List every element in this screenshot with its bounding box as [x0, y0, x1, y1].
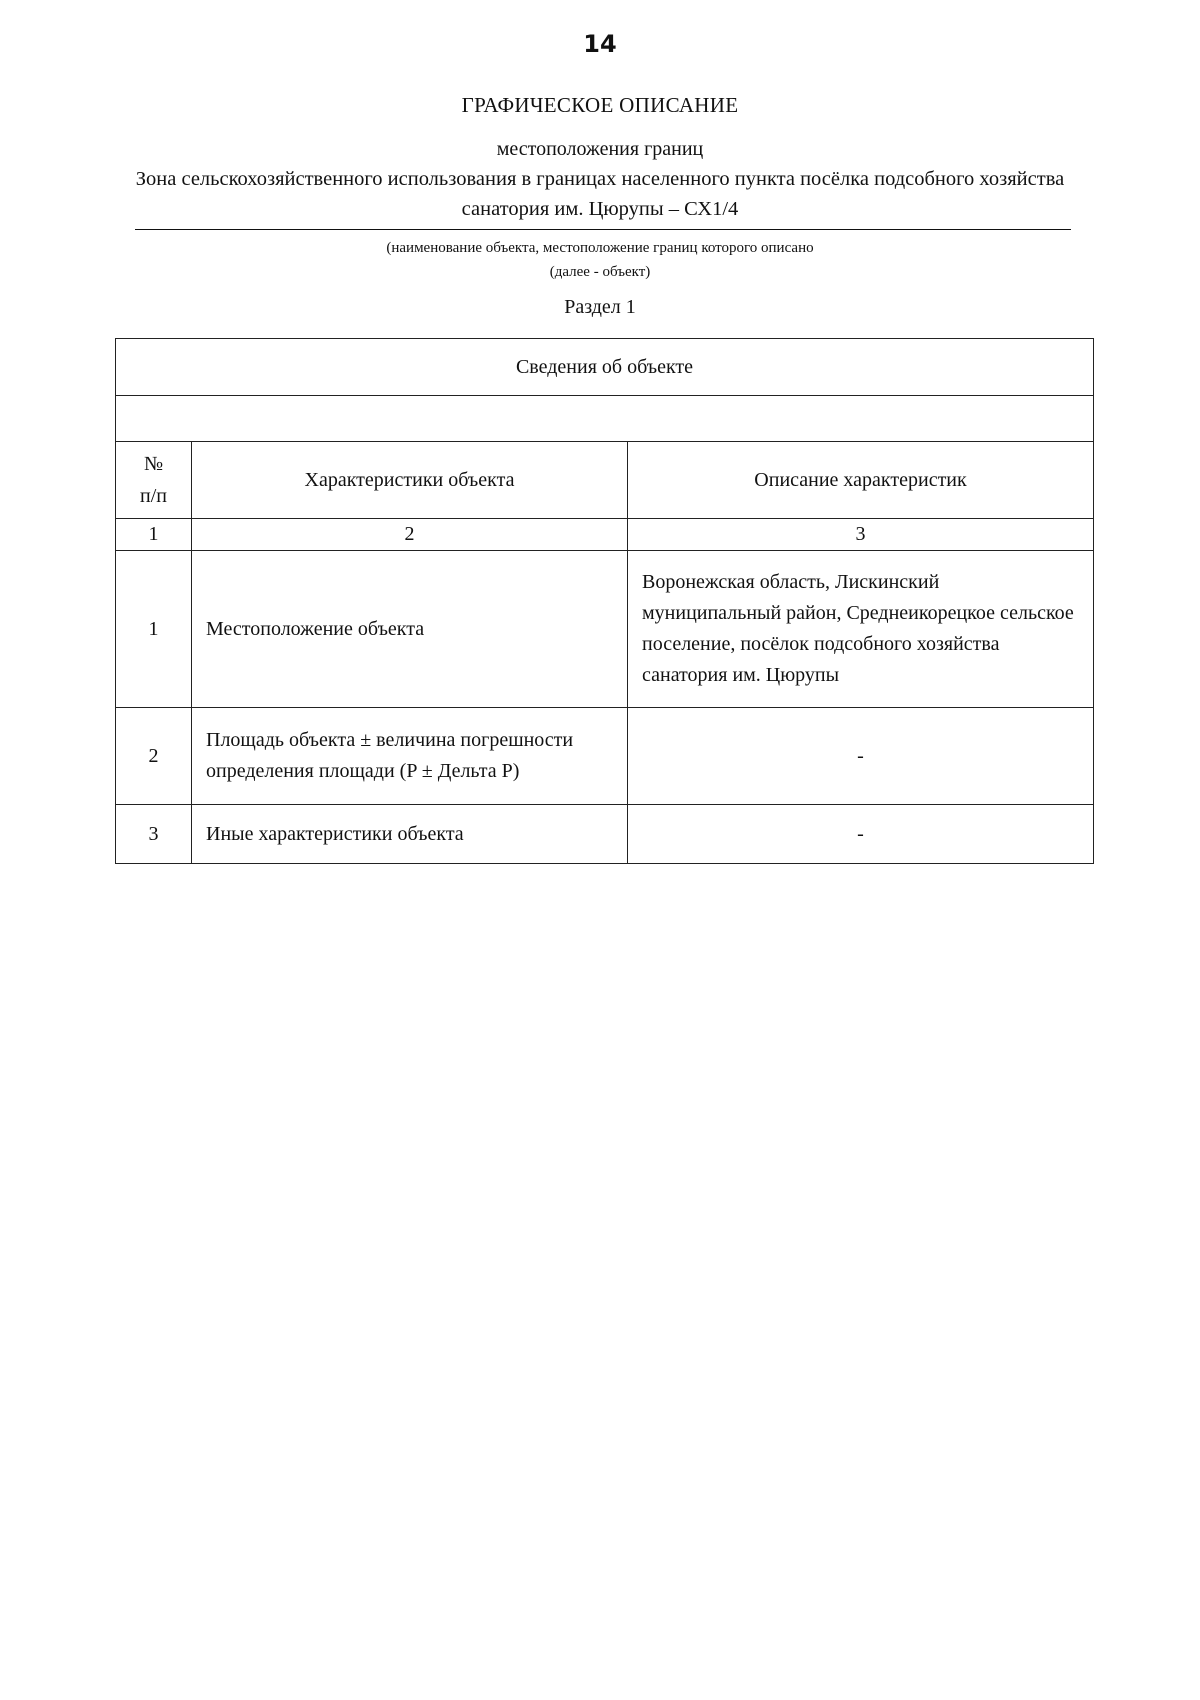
row-description: -: [628, 805, 1094, 864]
table-column-numbers-row: [116, 519, 1094, 551]
table-empty-cell: [116, 396, 1094, 442]
column-header-description: Описание характеристик: [628, 442, 1094, 519]
table-heading: Сведения об объекте: [116, 339, 1094, 396]
column-header-characteristics: Характеристики объекта: [192, 442, 628, 519]
row-number: 2: [116, 708, 192, 805]
object-name: Зона сельскохозяйственного использования в границах населенного пункта посёлка подсобного хозяйства санатория им. Цюрупы – СХ1/4: [135, 168, 1065, 220]
object-name-caption: [0, 236, 1200, 284]
document-subtitle: местоположения границ: [496, 138, 704, 160]
row-number: 3: [116, 805, 192, 864]
page-number: 14: [583, 30, 617, 58]
column-header-number-line-1: №: [143, 453, 164, 475]
object-name-underline: [135, 229, 1071, 230]
object-info-table: [115, 338, 1094, 864]
row-characteristic: Местоположение объекта: [192, 551, 628, 708]
table-row: [116, 708, 1094, 805]
column-header-number-line-2: п/п: [140, 485, 167, 507]
column-number: 3: [628, 519, 1094, 551]
row-characteristic: Иные характеристики объекта: [192, 805, 628, 864]
caption-line-1: (наименование объекта, местоположение границ которого описано: [386, 240, 814, 256]
table-heading-row: [116, 339, 1094, 396]
row-description: Воронежская область, Лискинский муниципальный район, Среднеикорецкое сельское поселение, посёлок подсобного хозяйства санатория им. Цюрупы: [628, 551, 1094, 708]
table-column-header-row: [116, 442, 1094, 519]
caption-line-2: (далее - объект): [549, 264, 651, 280]
row-description: -: [628, 708, 1094, 805]
section-label: Раздел 1: [564, 296, 636, 318]
document-title: ГРАФИЧЕСКОЕ ОПИСАНИЕ: [461, 93, 739, 117]
row-number: 1: [116, 551, 192, 708]
column-header-number: [116, 442, 192, 519]
column-number: 2: [192, 519, 628, 551]
table-row: [116, 805, 1094, 864]
table-empty-row: [116, 396, 1094, 442]
row-characteristic: Площадь объекта ± величина погрешности определения площади (P ± Дельта P): [192, 708, 628, 805]
column-number: 1: [116, 519, 192, 551]
table-row: [116, 551, 1094, 708]
